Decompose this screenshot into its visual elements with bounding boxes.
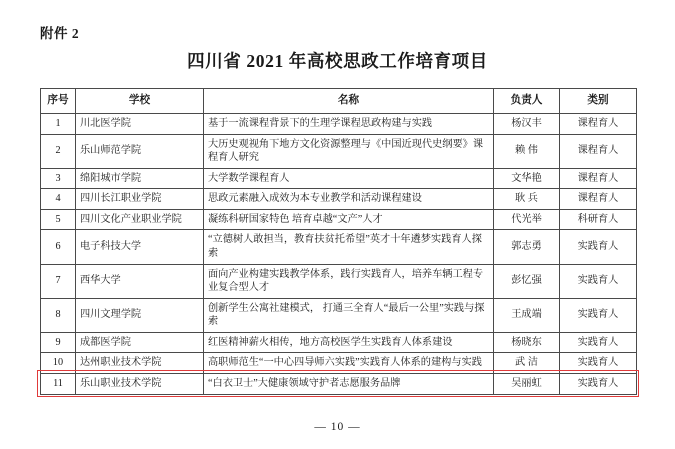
cell-index: 3 xyxy=(41,168,76,189)
cell-project-name: “白衣卫士”大健康领域守护者志愿服务品牌 xyxy=(204,373,494,394)
cell-type: 课程育人 xyxy=(560,189,637,210)
table-row xyxy=(41,114,637,135)
cell-person: 武 洁 xyxy=(494,353,560,374)
cell-index: 1 xyxy=(41,114,76,135)
table-row xyxy=(41,264,637,298)
cell-type: 实践育人 xyxy=(560,230,637,264)
cell-project-name: 创新学生公寓社建模式， 打通三全育人“最后一公里”实践与探索 xyxy=(204,298,494,332)
project-table xyxy=(40,88,637,395)
cell-person: 彭忆强 xyxy=(494,264,560,298)
cell-type: 实践育人 xyxy=(560,332,637,353)
cell-type: 实践育人 xyxy=(560,353,637,374)
cell-project-name: 面向产业构建实践教学体系，践行实践育人，培养车辆工程专业复合型人才 xyxy=(204,264,494,298)
cell-type: 科研育人 xyxy=(560,209,637,230)
table-row xyxy=(41,298,637,332)
cell-index: 6 xyxy=(41,230,76,264)
cell-type: 实践育人 xyxy=(560,264,637,298)
cell-index: 5 xyxy=(41,209,76,230)
cell-person: 文华艳 xyxy=(494,168,560,189)
cell-project-name: 红医精神薪火相传，地方高校医学生实践育人体系建设 xyxy=(204,332,494,353)
cell-person: 赖 伟 xyxy=(494,134,560,168)
table-row xyxy=(41,332,637,353)
cell-index: 2 xyxy=(41,134,76,168)
cell-person: 吴丽虹 xyxy=(494,373,560,394)
table-row xyxy=(41,209,637,230)
cell-school: 四川长江职业学院 xyxy=(76,189,204,210)
attachment-label: 附件 2 xyxy=(40,26,80,41)
column-header-index: 序号 xyxy=(41,89,76,114)
cell-school: 绵阳城市学院 xyxy=(76,168,204,189)
page-number: — 10 — xyxy=(314,421,361,433)
cell-index: 7 xyxy=(41,264,76,298)
cell-type: 实践育人 xyxy=(560,373,637,394)
table-row xyxy=(41,134,637,168)
cell-school: 川北医学院 xyxy=(76,114,204,135)
cell-person: 代光举 xyxy=(494,209,560,230)
cell-school: 四川文理学院 xyxy=(76,298,204,332)
page-title: 四川省 2021 年高校思政工作培育项目 xyxy=(187,51,488,71)
table-row xyxy=(41,373,637,394)
cell-project-name: 高职师范生“一中心四导师六实践”实践育人体系的建构与实践 xyxy=(204,353,494,374)
cell-person: 杨汉丰 xyxy=(494,114,560,135)
cell-school: 西华大学 xyxy=(76,264,204,298)
cell-project-name: 凝练科研国家特色 培育卓越“文产”人才 xyxy=(204,209,494,230)
cell-person: 郭志勇 xyxy=(494,230,560,264)
table-row xyxy=(41,230,637,264)
cell-school: 成都医学院 xyxy=(76,332,204,353)
cell-type: 课程育人 xyxy=(560,168,637,189)
table-header-row xyxy=(41,89,637,114)
column-header-name: 名称 xyxy=(204,89,494,114)
cell-index: 9 xyxy=(41,332,76,353)
table-row xyxy=(41,189,637,210)
cell-type: 课程育人 xyxy=(560,114,637,135)
table-row xyxy=(41,168,637,189)
cell-index: 8 xyxy=(41,298,76,332)
cell-type: 实践育人 xyxy=(560,298,637,332)
cell-project-name: 大历史观视角下地方文化资源整理与《中国近现代史纲要》课程育人研究 xyxy=(204,134,494,168)
cell-index: 10 xyxy=(41,353,76,374)
cell-project-name: 大学数学课程育人 xyxy=(204,168,494,189)
column-header-type: 类别 xyxy=(560,89,637,114)
cell-school: 乐山师范学院 xyxy=(76,134,204,168)
cell-person: 杨晓东 xyxy=(494,332,560,353)
cell-project-name: “立德树人敢担当，教育扶贫托希望”英才十年遴梦实践育人探索 xyxy=(204,230,494,264)
cell-school: 电子科技大学 xyxy=(76,230,204,264)
cell-index: 11 xyxy=(41,373,76,394)
cell-school: 四川文化产业职业学院 xyxy=(76,209,204,230)
table-row xyxy=(41,353,637,374)
cell-school: 达州职业技术学院 xyxy=(76,353,204,374)
cell-project-name: 基于一流课程背景下的生理学课程思政构建与实践 xyxy=(204,114,494,135)
cell-person: 王成端 xyxy=(494,298,560,332)
column-header-person: 负责人 xyxy=(494,89,560,114)
cell-index: 4 xyxy=(41,189,76,210)
column-header-school: 学校 xyxy=(76,89,204,114)
cell-school: 乐山职业技术学院 xyxy=(76,373,204,394)
cell-type: 课程育人 xyxy=(560,134,637,168)
cell-person: 耿 兵 xyxy=(494,189,560,210)
cell-project-name: 思政元素融入成效为本专业教学和活动课程建设 xyxy=(204,189,494,210)
